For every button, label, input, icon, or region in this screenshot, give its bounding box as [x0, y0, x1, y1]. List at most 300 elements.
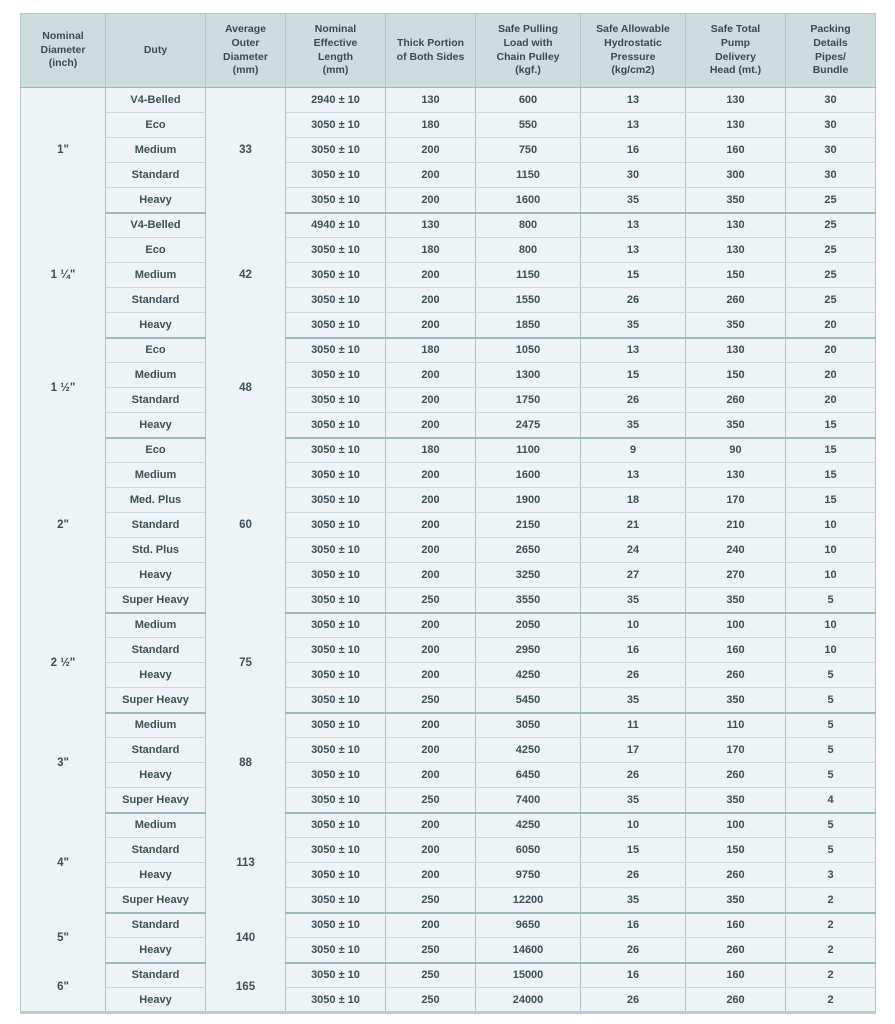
- cell-safe-total-pump-head: 260: [686, 288, 786, 313]
- table-row: [21, 813, 876, 838]
- table-row: [21, 113, 876, 138]
- table-row: [21, 763, 876, 788]
- cell-safe-total-pump-head: 160: [686, 638, 786, 663]
- cell-nominal-diameter: 2": [21, 438, 106, 613]
- cell-thick-portion: 180: [386, 438, 476, 463]
- cell-duty: Heavy: [106, 938, 206, 963]
- cell-nominal-effective-length: 3050 ± 10: [286, 788, 386, 813]
- cell-thick-portion: 200: [386, 363, 476, 388]
- cell-thick-portion: 200: [386, 863, 476, 888]
- cell-safe-pulling-load: 2950: [476, 638, 581, 663]
- cell-packing-details: 20: [786, 363, 876, 388]
- cell-nominal-diameter: 4": [21, 813, 106, 913]
- cell-packing-details: 10: [786, 613, 876, 638]
- cell-packing-details: 25: [786, 288, 876, 313]
- cell-safe-pulling-load: 7400: [476, 788, 581, 813]
- cell-safe-total-pump-head: 130: [686, 338, 786, 363]
- cell-thick-portion: 200: [386, 463, 476, 488]
- cell-safe-pulling-load: 4250: [476, 663, 581, 688]
- cell-thick-portion: 200: [386, 288, 476, 313]
- cell-duty: V4-Belled: [106, 213, 206, 238]
- cell-safe-pulling-load: 750: [476, 138, 581, 163]
- cell-average-outer-diameter: 33: [206, 88, 286, 213]
- cell-packing-details: 15: [786, 413, 876, 438]
- cell-safe-total-pump-head: 90: [686, 438, 786, 463]
- table-row: [21, 288, 876, 313]
- cell-thick-portion: 200: [386, 613, 476, 638]
- table-row: [21, 188, 876, 213]
- table-row: [21, 488, 876, 513]
- cell-safe-hydrostatic-pressure: 13: [581, 213, 686, 238]
- column-header-thick_portion: Thick Portion of Both Sides: [386, 14, 476, 88]
- cell-packing-details: 5: [786, 713, 876, 738]
- cell-thick-portion: 250: [386, 938, 476, 963]
- table-row: [21, 538, 876, 563]
- cell-packing-details: 5: [786, 738, 876, 763]
- cell-safe-pulling-load: 9650: [476, 913, 581, 938]
- cell-safe-pulling-load: 15000: [476, 963, 581, 988]
- cell-packing-details: 25: [786, 263, 876, 288]
- cell-duty: Std. Plus: [106, 538, 206, 563]
- cell-average-outer-diameter: 88: [206, 713, 286, 813]
- cell-duty: Heavy: [106, 763, 206, 788]
- cell-safe-total-pump-head: 160: [686, 963, 786, 988]
- cell-duty: Medium: [106, 263, 206, 288]
- cell-safe-hydrostatic-pressure: 9: [581, 438, 686, 463]
- table-row: [21, 688, 876, 713]
- cell-safe-total-pump-head: 350: [686, 188, 786, 213]
- cell-thick-portion: 200: [386, 188, 476, 213]
- cell-safe-pulling-load: 2150: [476, 513, 581, 538]
- cell-duty: Eco: [106, 338, 206, 363]
- cell-average-outer-diameter: 48: [206, 338, 286, 438]
- cell-duty: Standard: [106, 738, 206, 763]
- cell-safe-total-pump-head: 350: [686, 788, 786, 813]
- table-row: [21, 513, 876, 538]
- cell-duty: Heavy: [106, 663, 206, 688]
- cell-thick-portion: 180: [386, 238, 476, 263]
- cell-safe-hydrostatic-pressure: 13: [581, 113, 686, 138]
- cell-nominal-effective-length: 3050 ± 10: [286, 863, 386, 888]
- table-row: [21, 788, 876, 813]
- cell-safe-hydrostatic-pressure: 15: [581, 838, 686, 863]
- cell-duty: Standard: [106, 388, 206, 413]
- cell-safe-hydrostatic-pressure: 27: [581, 563, 686, 588]
- cell-safe-hydrostatic-pressure: 21: [581, 513, 686, 538]
- cell-packing-details: 15: [786, 438, 876, 463]
- table-row: [21, 363, 876, 388]
- cell-thick-portion: 200: [386, 488, 476, 513]
- cell-safe-total-pump-head: 100: [686, 613, 786, 638]
- cell-safe-hydrostatic-pressure: 16: [581, 913, 686, 938]
- cell-packing-details: 10: [786, 563, 876, 588]
- column-header-nominal_effective_length: Nominal Effective Length (mm): [286, 14, 386, 88]
- cell-safe-hydrostatic-pressure: 35: [581, 313, 686, 338]
- cell-thick-portion: 200: [386, 663, 476, 688]
- cell-safe-pulling-load: 1850: [476, 313, 581, 338]
- cell-thick-portion: 130: [386, 88, 476, 113]
- cell-duty: Heavy: [106, 988, 206, 1013]
- cell-average-outer-diameter: 113: [206, 813, 286, 913]
- cell-safe-pulling-load: 1050: [476, 338, 581, 363]
- cell-safe-total-pump-head: 100: [686, 813, 786, 838]
- cell-safe-pulling-load: 14600: [476, 938, 581, 963]
- cell-safe-hydrostatic-pressure: 16: [581, 963, 686, 988]
- cell-nominal-diameter: 6": [21, 963, 106, 1013]
- cell-nominal-effective-length: 3050 ± 10: [286, 888, 386, 913]
- table-row: [21, 263, 876, 288]
- cell-safe-hydrostatic-pressure: 35: [581, 888, 686, 913]
- cell-duty: Super Heavy: [106, 688, 206, 713]
- cell-safe-total-pump-head: 350: [686, 888, 786, 913]
- table-row: [21, 588, 876, 613]
- cell-packing-details: 5: [786, 838, 876, 863]
- table-body: [21, 88, 876, 1013]
- cell-safe-hydrostatic-pressure: 18: [581, 488, 686, 513]
- cell-safe-hydrostatic-pressure: 10: [581, 813, 686, 838]
- cell-safe-pulling-load: 550: [476, 113, 581, 138]
- cell-safe-pulling-load: 4250: [476, 813, 581, 838]
- cell-safe-total-pump-head: 260: [686, 863, 786, 888]
- cell-thick-portion: 200: [386, 388, 476, 413]
- table-row: [21, 963, 876, 988]
- table-row: [21, 838, 876, 863]
- cell-thick-portion: 250: [386, 588, 476, 613]
- cell-packing-details: 5: [786, 688, 876, 713]
- cell-duty: Standard: [106, 838, 206, 863]
- cell-safe-hydrostatic-pressure: 16: [581, 638, 686, 663]
- cell-safe-hydrostatic-pressure: 13: [581, 88, 686, 113]
- cell-nominal-effective-length: 3050 ± 10: [286, 238, 386, 263]
- cell-nominal-effective-length: 3050 ± 10: [286, 113, 386, 138]
- cell-average-outer-diameter: 165: [206, 963, 286, 1013]
- cell-safe-total-pump-head: 170: [686, 488, 786, 513]
- cell-nominal-effective-length: 3050 ± 10: [286, 938, 386, 963]
- cell-safe-pulling-load: 1750: [476, 388, 581, 413]
- cell-packing-details: 15: [786, 488, 876, 513]
- table-row: [21, 413, 876, 438]
- cell-safe-pulling-load: 24000: [476, 988, 581, 1013]
- cell-nominal-effective-length: 3050 ± 10: [286, 188, 386, 213]
- cell-duty: Medium: [106, 138, 206, 163]
- cell-packing-details: 5: [786, 588, 876, 613]
- cell-safe-pulling-load: 2050: [476, 613, 581, 638]
- cell-safe-pulling-load: 1600: [476, 188, 581, 213]
- table-row: [21, 163, 876, 188]
- cell-safe-pulling-load: 1900: [476, 488, 581, 513]
- cell-nominal-effective-length: 3050 ± 10: [286, 763, 386, 788]
- cell-safe-hydrostatic-pressure: 35: [581, 688, 686, 713]
- table-row: [21, 338, 876, 363]
- cell-thick-portion: 130: [386, 213, 476, 238]
- cell-safe-total-pump-head: 130: [686, 88, 786, 113]
- cell-packing-details: 4: [786, 788, 876, 813]
- cell-thick-portion: 200: [386, 563, 476, 588]
- cell-safe-pulling-load: 3050: [476, 713, 581, 738]
- cell-safe-total-pump-head: 110: [686, 713, 786, 738]
- cell-duty: Heavy: [106, 188, 206, 213]
- cell-safe-total-pump-head: 150: [686, 263, 786, 288]
- cell-safe-pulling-load: 1150: [476, 263, 581, 288]
- cell-safe-total-pump-head: 130: [686, 213, 786, 238]
- cell-duty: Heavy: [106, 563, 206, 588]
- cell-nominal-effective-length: 3050 ± 10: [286, 963, 386, 988]
- cell-safe-pulling-load: 1100: [476, 438, 581, 463]
- cell-packing-details: 10: [786, 638, 876, 663]
- cell-nominal-effective-length: 3050 ± 10: [286, 513, 386, 538]
- cell-safe-total-pump-head: 350: [686, 413, 786, 438]
- cell-safe-pulling-load: 1600: [476, 463, 581, 488]
- cell-average-outer-diameter: 42: [206, 213, 286, 338]
- cell-nominal-effective-length: 3050 ± 10: [286, 688, 386, 713]
- cell-thick-portion: 200: [386, 838, 476, 863]
- cell-safe-total-pump-head: 130: [686, 113, 786, 138]
- cell-safe-total-pump-head: 260: [686, 763, 786, 788]
- table-row: [21, 438, 876, 463]
- column-header-packing_details: Packing Details Pipes/ Bundle: [786, 14, 876, 88]
- table-row: [21, 638, 876, 663]
- cell-average-outer-diameter: 140: [206, 913, 286, 963]
- cell-duty: Standard: [106, 913, 206, 938]
- cell-thick-portion: 200: [386, 313, 476, 338]
- cell-duty: Standard: [106, 963, 206, 988]
- column-header-safe_pulling_load: Safe Pulling Load with Chain Pulley (kgf.): [476, 14, 581, 88]
- cell-duty: Eco: [106, 238, 206, 263]
- cell-nominal-effective-length: 3050 ± 10: [286, 613, 386, 638]
- cell-nominal-effective-length: 4940 ± 10: [286, 213, 386, 238]
- cell-safe-hydrostatic-pressure: 26: [581, 938, 686, 963]
- cell-safe-hydrostatic-pressure: 35: [581, 588, 686, 613]
- cell-nominal-diameter: 1 ½": [21, 338, 106, 438]
- cell-nominal-effective-length: 3050 ± 10: [286, 413, 386, 438]
- cell-packing-details: 25: [786, 213, 876, 238]
- cell-safe-total-pump-head: 270: [686, 563, 786, 588]
- table-row: [21, 563, 876, 588]
- cell-thick-portion: 200: [386, 913, 476, 938]
- cell-safe-hydrostatic-pressure: 13: [581, 338, 686, 363]
- cell-safe-pulling-load: 3250: [476, 563, 581, 588]
- cell-safe-hydrostatic-pressure: 16: [581, 138, 686, 163]
- cell-nominal-effective-length: 3050 ± 10: [286, 913, 386, 938]
- cell-safe-total-pump-head: 210: [686, 513, 786, 538]
- cell-packing-details: 2: [786, 963, 876, 988]
- cell-nominal-effective-length: 3050 ± 10: [286, 163, 386, 188]
- cell-thick-portion: 250: [386, 888, 476, 913]
- cell-safe-pulling-load: 3550: [476, 588, 581, 613]
- cell-duty: Medium: [106, 813, 206, 838]
- cell-packing-details: 30: [786, 88, 876, 113]
- cell-safe-pulling-load: 1300: [476, 363, 581, 388]
- cell-packing-details: 2: [786, 888, 876, 913]
- table-row: [21, 888, 876, 913]
- cell-nominal-effective-length: 3050 ± 10: [286, 288, 386, 313]
- cell-thick-portion: 200: [386, 713, 476, 738]
- header-row: [21, 14, 876, 88]
- table-row: [21, 238, 876, 263]
- cell-nominal-diameter: 1": [21, 88, 106, 213]
- cell-thick-portion: 250: [386, 788, 476, 813]
- cell-nominal-effective-length: 3050 ± 10: [286, 538, 386, 563]
- cell-nominal-effective-length: 3050 ± 10: [286, 588, 386, 613]
- cell-duty: Medium: [106, 613, 206, 638]
- cell-safe-hydrostatic-pressure: 26: [581, 388, 686, 413]
- cell-safe-total-pump-head: 260: [686, 938, 786, 963]
- table-row: [21, 88, 876, 113]
- cell-safe-pulling-load: 2650: [476, 538, 581, 563]
- cell-packing-details: 2: [786, 938, 876, 963]
- table-row: [21, 663, 876, 688]
- cell-safe-pulling-load: 4250: [476, 738, 581, 763]
- column-header-average_outer_diameter: Average Outer Diameter (mm): [206, 14, 286, 88]
- cell-nominal-diameter: 1 ¼": [21, 213, 106, 338]
- cell-duty: Super Heavy: [106, 588, 206, 613]
- cell-thick-portion: 200: [386, 763, 476, 788]
- cell-nominal-diameter: 5": [21, 913, 106, 963]
- cell-safe-total-pump-head: 170: [686, 738, 786, 763]
- cell-safe-pulling-load: 5450: [476, 688, 581, 713]
- cell-thick-portion: 200: [386, 163, 476, 188]
- cell-packing-details: 30: [786, 138, 876, 163]
- cell-nominal-effective-length: 3050 ± 10: [286, 713, 386, 738]
- cell-packing-details: 5: [786, 663, 876, 688]
- cell-thick-portion: 250: [386, 988, 476, 1013]
- cell-packing-details: 3: [786, 863, 876, 888]
- cell-average-outer-diameter: 60: [206, 438, 286, 613]
- column-header-safe_total_pump_head: Safe Total Pump Delivery Head (mt.): [686, 14, 786, 88]
- cell-safe-total-pump-head: 350: [686, 688, 786, 713]
- cell-packing-details: 30: [786, 113, 876, 138]
- cell-thick-portion: 250: [386, 688, 476, 713]
- cell-nominal-effective-length: 3050 ± 10: [286, 338, 386, 363]
- cell-duty: Heavy: [106, 413, 206, 438]
- cell-packing-details: 2: [786, 988, 876, 1013]
- cell-packing-details: 5: [786, 763, 876, 788]
- table-row: [21, 738, 876, 763]
- cell-safe-total-pump-head: 130: [686, 463, 786, 488]
- cell-safe-pulling-load: 6450: [476, 763, 581, 788]
- cell-thick-portion: 200: [386, 538, 476, 563]
- cell-packing-details: 25: [786, 238, 876, 263]
- cell-nominal-effective-length: 3050 ± 10: [286, 638, 386, 663]
- cell-safe-pulling-load: 9750: [476, 863, 581, 888]
- cell-nominal-effective-length: 3050 ± 10: [286, 988, 386, 1013]
- cell-safe-hydrostatic-pressure: 26: [581, 863, 686, 888]
- cell-safe-hydrostatic-pressure: 26: [581, 988, 686, 1013]
- cell-nominal-effective-length: 3050 ± 10: [286, 838, 386, 863]
- cell-duty: Heavy: [106, 313, 206, 338]
- cell-duty: Med. Plus: [106, 488, 206, 513]
- cell-nominal-effective-length: 3050 ± 10: [286, 463, 386, 488]
- cell-packing-details: 15: [786, 463, 876, 488]
- cell-safe-total-pump-head: 260: [686, 388, 786, 413]
- cell-nominal-effective-length: 3050 ± 10: [286, 263, 386, 288]
- cell-nominal-diameter: 2 ½": [21, 613, 106, 713]
- cell-safe-total-pump-head: 350: [686, 313, 786, 338]
- cell-thick-portion: 200: [386, 263, 476, 288]
- cell-duty: Standard: [106, 638, 206, 663]
- cell-safe-hydrostatic-pressure: 24: [581, 538, 686, 563]
- cell-nominal-effective-length: 3050 ± 10: [286, 138, 386, 163]
- cell-nominal-effective-length: 3050 ± 10: [286, 363, 386, 388]
- cell-safe-hydrostatic-pressure: 13: [581, 238, 686, 263]
- column-header-duty: Duty: [106, 14, 206, 88]
- table-row: [21, 138, 876, 163]
- table-row: [21, 713, 876, 738]
- cell-safe-pulling-load: 800: [476, 238, 581, 263]
- cell-nominal-effective-length: 3050 ± 10: [286, 388, 386, 413]
- cell-packing-details: 10: [786, 513, 876, 538]
- cell-duty: Eco: [106, 438, 206, 463]
- cell-safe-pulling-load: 6050: [476, 838, 581, 863]
- cell-safe-total-pump-head: 160: [686, 913, 786, 938]
- cell-safe-pulling-load: 600: [476, 88, 581, 113]
- cell-safe-total-pump-head: 260: [686, 988, 786, 1013]
- cell-safe-hydrostatic-pressure: 10: [581, 613, 686, 638]
- cell-nominal-effective-length: 2940 ± 10: [286, 88, 386, 113]
- cell-safe-total-pump-head: 150: [686, 838, 786, 863]
- cell-thick-portion: 250: [386, 963, 476, 988]
- cell-nominal-effective-length: 3050 ± 10: [286, 738, 386, 763]
- cell-safe-hydrostatic-pressure: 15: [581, 263, 686, 288]
- cell-packing-details: 25: [786, 188, 876, 213]
- cell-nominal-effective-length: 3050 ± 10: [286, 438, 386, 463]
- cell-packing-details: 5: [786, 813, 876, 838]
- cell-safe-hydrostatic-pressure: 35: [581, 788, 686, 813]
- column-header-safe_hydrostatic_pressure: Safe Allowable Hydrostatic Pressure (kg/cm2): [581, 14, 686, 88]
- cell-safe-total-pump-head: 150: [686, 363, 786, 388]
- cell-safe-hydrostatic-pressure: 35: [581, 188, 686, 213]
- cell-nominal-diameter: 3": [21, 713, 106, 813]
- cell-thick-portion: 180: [386, 113, 476, 138]
- table-row: [21, 388, 876, 413]
- cell-duty: Super Heavy: [106, 788, 206, 813]
- cell-thick-portion: 200: [386, 513, 476, 538]
- cell-safe-total-pump-head: 260: [686, 663, 786, 688]
- column-header-nominal_diameter: Nominal Diameter (inch): [21, 14, 106, 88]
- cell-safe-total-pump-head: 130: [686, 238, 786, 263]
- table-row: [21, 463, 876, 488]
- cell-packing-details: 10: [786, 538, 876, 563]
- cell-safe-total-pump-head: 160: [686, 138, 786, 163]
- cell-duty: Medium: [106, 363, 206, 388]
- table-row: [21, 863, 876, 888]
- cell-thick-portion: 200: [386, 413, 476, 438]
- cell-safe-pulling-load: 1150: [476, 163, 581, 188]
- cell-average-outer-diameter: 75: [206, 613, 286, 713]
- cell-thick-portion: 200: [386, 138, 476, 163]
- table-row: [21, 988, 876, 1013]
- cell-nominal-effective-length: 3050 ± 10: [286, 663, 386, 688]
- cell-safe-hydrostatic-pressure: 15: [581, 363, 686, 388]
- cell-safe-hydrostatic-pressure: 26: [581, 763, 686, 788]
- cell-thick-portion: 200: [386, 638, 476, 663]
- table-row: [21, 913, 876, 938]
- cell-safe-pulling-load: 2475: [476, 413, 581, 438]
- cell-safe-hydrostatic-pressure: 35: [581, 413, 686, 438]
- cell-duty: V4-Belled: [106, 88, 206, 113]
- cell-safe-pulling-load: 12200: [476, 888, 581, 913]
- cell-duty: Super Heavy: [106, 888, 206, 913]
- cell-packing-details: 20: [786, 338, 876, 363]
- cell-safe-pulling-load: 800: [476, 213, 581, 238]
- cell-safe-hydrostatic-pressure: 26: [581, 663, 686, 688]
- pipe-specification-table: [20, 13, 876, 1014]
- cell-safe-hydrostatic-pressure: 17: [581, 738, 686, 763]
- cell-duty: Standard: [106, 163, 206, 188]
- cell-duty: Heavy: [106, 863, 206, 888]
- cell-nominal-effective-length: 3050 ± 10: [286, 563, 386, 588]
- table-row: [21, 213, 876, 238]
